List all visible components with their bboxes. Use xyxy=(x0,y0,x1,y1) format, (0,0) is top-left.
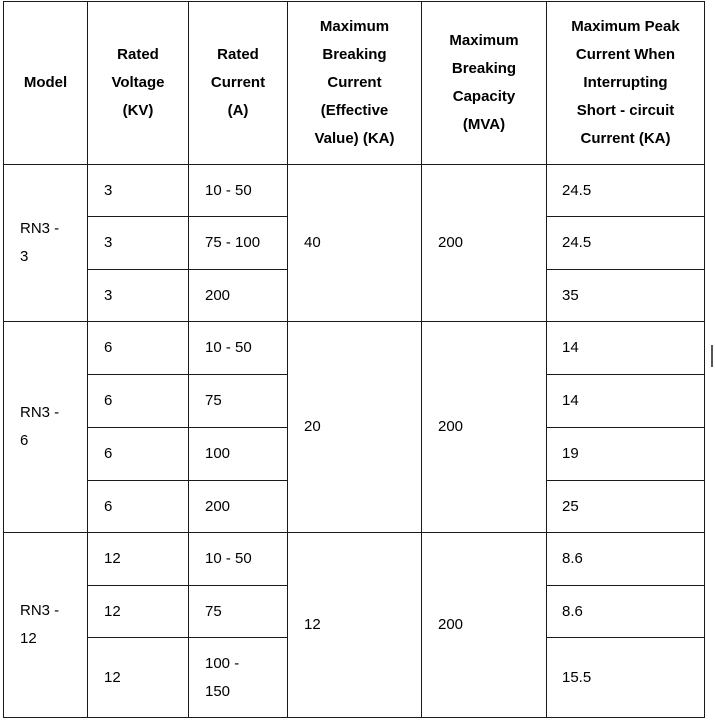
peak-current-cell: 8.6 xyxy=(547,533,705,586)
table-row xyxy=(4,322,705,375)
header-model: Model xyxy=(4,2,88,165)
voltage-cell: 3 xyxy=(88,217,189,270)
peak-current-cell: 14 xyxy=(547,375,705,428)
peak-current-cell: 14 xyxy=(547,322,705,375)
table-row xyxy=(4,533,705,586)
model-cell: RN3 - 6 xyxy=(4,322,88,533)
scrollbar-edge[interactable] xyxy=(711,345,713,367)
current-cell: 200 xyxy=(189,481,288,533)
voltage-cell: 6 xyxy=(88,481,189,533)
voltage-cell: 12 xyxy=(88,638,189,718)
breaking-capacity-cell: 200 xyxy=(422,322,547,533)
peak-current-cell: 24.5 xyxy=(547,217,705,270)
breaking-current-cell: 12 xyxy=(288,533,422,718)
current-cell: 10 - 50 xyxy=(189,165,288,217)
peak-current-cell: 15.5 xyxy=(547,638,705,718)
voltage-cell: 6 xyxy=(88,322,189,375)
voltage-cell: 6 xyxy=(88,428,189,481)
current-cell: 75 xyxy=(189,586,288,638)
fuse-spec-table xyxy=(3,1,705,718)
header-rated-voltage: Rated Voltage (KV) xyxy=(88,2,189,165)
voltage-cell: 3 xyxy=(88,165,189,217)
current-cell: 75 xyxy=(189,375,288,428)
breaking-capacity-cell: 200 xyxy=(422,165,547,322)
current-cell: 10 - 50 xyxy=(189,322,288,375)
voltage-cell: 6 xyxy=(88,375,189,428)
voltage-cell: 3 xyxy=(88,270,189,322)
peak-current-cell: 35 xyxy=(547,270,705,322)
header-max-breaking-current: Maximum Breaking Current (Effective Value) (KA) xyxy=(288,2,422,165)
header-row xyxy=(4,2,705,165)
peak-current-cell: 24.5 xyxy=(547,165,705,217)
breaking-current-cell: 20 xyxy=(288,322,422,533)
table-row xyxy=(4,165,705,217)
current-cell: 10 - 50 xyxy=(189,533,288,586)
header-max-peak-current: Maximum Peak Current When Interrupting Short - circuit Current (KA) xyxy=(547,2,705,165)
peak-current-cell: 25 xyxy=(547,481,705,533)
breaking-current-cell: 40 xyxy=(288,165,422,322)
breaking-capacity-cell: 200 xyxy=(422,533,547,718)
model-cell: RN3 - 12 xyxy=(4,533,88,718)
current-cell: 100 xyxy=(189,428,288,481)
current-cell: 100 - 150 xyxy=(189,638,288,718)
voltage-cell: 12 xyxy=(88,533,189,586)
model-cell: RN3 - 3 xyxy=(4,165,88,322)
header-rated-current: Rated Current (A) xyxy=(189,2,288,165)
current-cell: 200 xyxy=(189,270,288,322)
voltage-cell: 12 xyxy=(88,586,189,638)
current-cell: 75 - 100 xyxy=(189,217,288,270)
header-max-breaking-capacity: Maximum Breaking Capacity (MVA) xyxy=(422,2,547,165)
peak-current-cell: 8.6 xyxy=(547,586,705,638)
peak-current-cell: 19 xyxy=(547,428,705,481)
